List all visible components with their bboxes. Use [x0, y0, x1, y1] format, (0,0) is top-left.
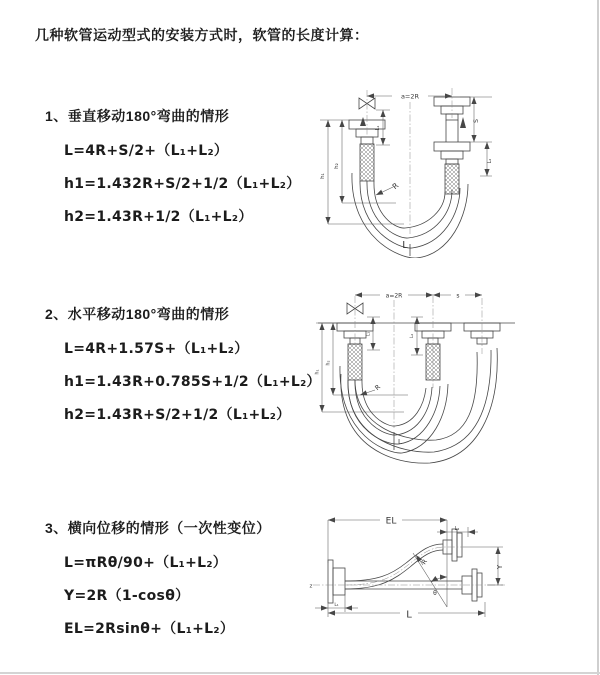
left-flange — [328, 560, 345, 603]
radius-callout — [360, 383, 382, 395]
right-pipe-flanges — [434, 97, 470, 194]
diagram-vertical-180-bend — [300, 78, 590, 258]
formula-y: Y=2R（1-cosθ） — [64, 588, 190, 604]
dimension-l1 — [315, 595, 358, 612]
dim-a-label: a=2R — [400, 92, 420, 101]
centerlines — [355, 296, 482, 450]
formula-h1: h1=1.43R+0.785S+1/2（L₁+L₂） — [64, 374, 321, 390]
section-1-heading: 1、垂直移动180°弯曲的情形 — [45, 108, 230, 124]
dimension-a-2r — [355, 293, 433, 300]
centerline-mark: z — [309, 583, 313, 590]
radius-label: R — [390, 180, 401, 192]
section-1 — [45, 106, 301, 239]
dimension-el — [328, 517, 447, 608]
dim-h1-label: h₁ — [320, 173, 326, 179]
page-title: 几种软管运动型式的安装方式时，软管的长度计算： — [35, 27, 369, 43]
radius-label: R — [419, 557, 429, 567]
angle-label: θ — [433, 590, 437, 597]
centerlines — [367, 88, 452, 256]
section-2 — [45, 304, 321, 437]
dimension-l2 — [437, 526, 478, 537]
dim-s-label: s — [456, 292, 460, 300]
formula-length: L=4R+1.57S+（L₁+L₂） — [64, 341, 249, 357]
dimension-a-2r — [367, 93, 452, 101]
dimension-l1 — [366, 317, 381, 350]
dim-l1-label: L₁ — [334, 603, 339, 608]
section-3-heading: 3、横向位移的情形（一次性变位） — [45, 520, 271, 536]
formula-length: L=πRθ/90+（L₁+L₂） — [64, 555, 228, 571]
dim-l2-label: L₂ — [410, 333, 415, 339]
dimension-y — [487, 547, 504, 585]
dim-h2-label: h₂ — [325, 360, 332, 366]
dimension-s — [433, 293, 482, 300]
diagram-lateral-displacement — [305, 505, 600, 655]
section-2-heading: 2、水平移动180°弯曲的情形 — [45, 306, 230, 322]
dim-l1-label: L₁ — [375, 125, 381, 131]
formula-h2: h2=1.43R+1/2（L₁+L₂） — [64, 209, 253, 225]
dim-l-label: L — [406, 609, 412, 621]
scan-edge-bottom — [0, 672, 600, 674]
dim-h1-label: h₁ — [314, 369, 321, 375]
radius-label: R — [373, 382, 383, 392]
scan-edge-right — [597, 0, 599, 675]
formula-h1: h1=1.432R+S/2+1/2（L₁+L₂） — [64, 176, 301, 192]
length-label: L — [402, 240, 408, 251]
section-3 — [45, 518, 271, 651]
dimension-l1 — [375, 110, 390, 145]
left-pipe-flange — [337, 323, 373, 380]
dimension-s-l2 — [460, 97, 493, 176]
dim-a-label: a=2R — [385, 292, 403, 300]
dim-s-label: S — [473, 119, 480, 123]
dim-el-label: EL — [385, 516, 397, 527]
displaced-hose-curve — [345, 529, 462, 589]
dim-y-label: Y — [496, 564, 504, 570]
dimension-l — [328, 602, 485, 621]
dim-l2-label: L₂ — [487, 158, 493, 164]
hose-u-bend-position-2 — [341, 348, 497, 463]
dim-h2-label: h₂ — [334, 163, 340, 169]
diagram-horizontal-180-bend — [310, 288, 600, 473]
angle-construction — [413, 553, 447, 607]
formula-length: L=4R+S/2+（L₁+L₂） — [64, 143, 229, 159]
length-label: L — [398, 438, 402, 446]
formula-h2: h2=1.43R+S/2+1/2（L₁+L₂） — [64, 407, 291, 423]
formula-el: EL=2Rsinθ+（L₁+L₂） — [64, 621, 235, 637]
dim-l2-label: L₂ — [454, 526, 460, 532]
radius-callout — [376, 181, 400, 195]
dim-l1-label: L₁ — [366, 331, 372, 337]
